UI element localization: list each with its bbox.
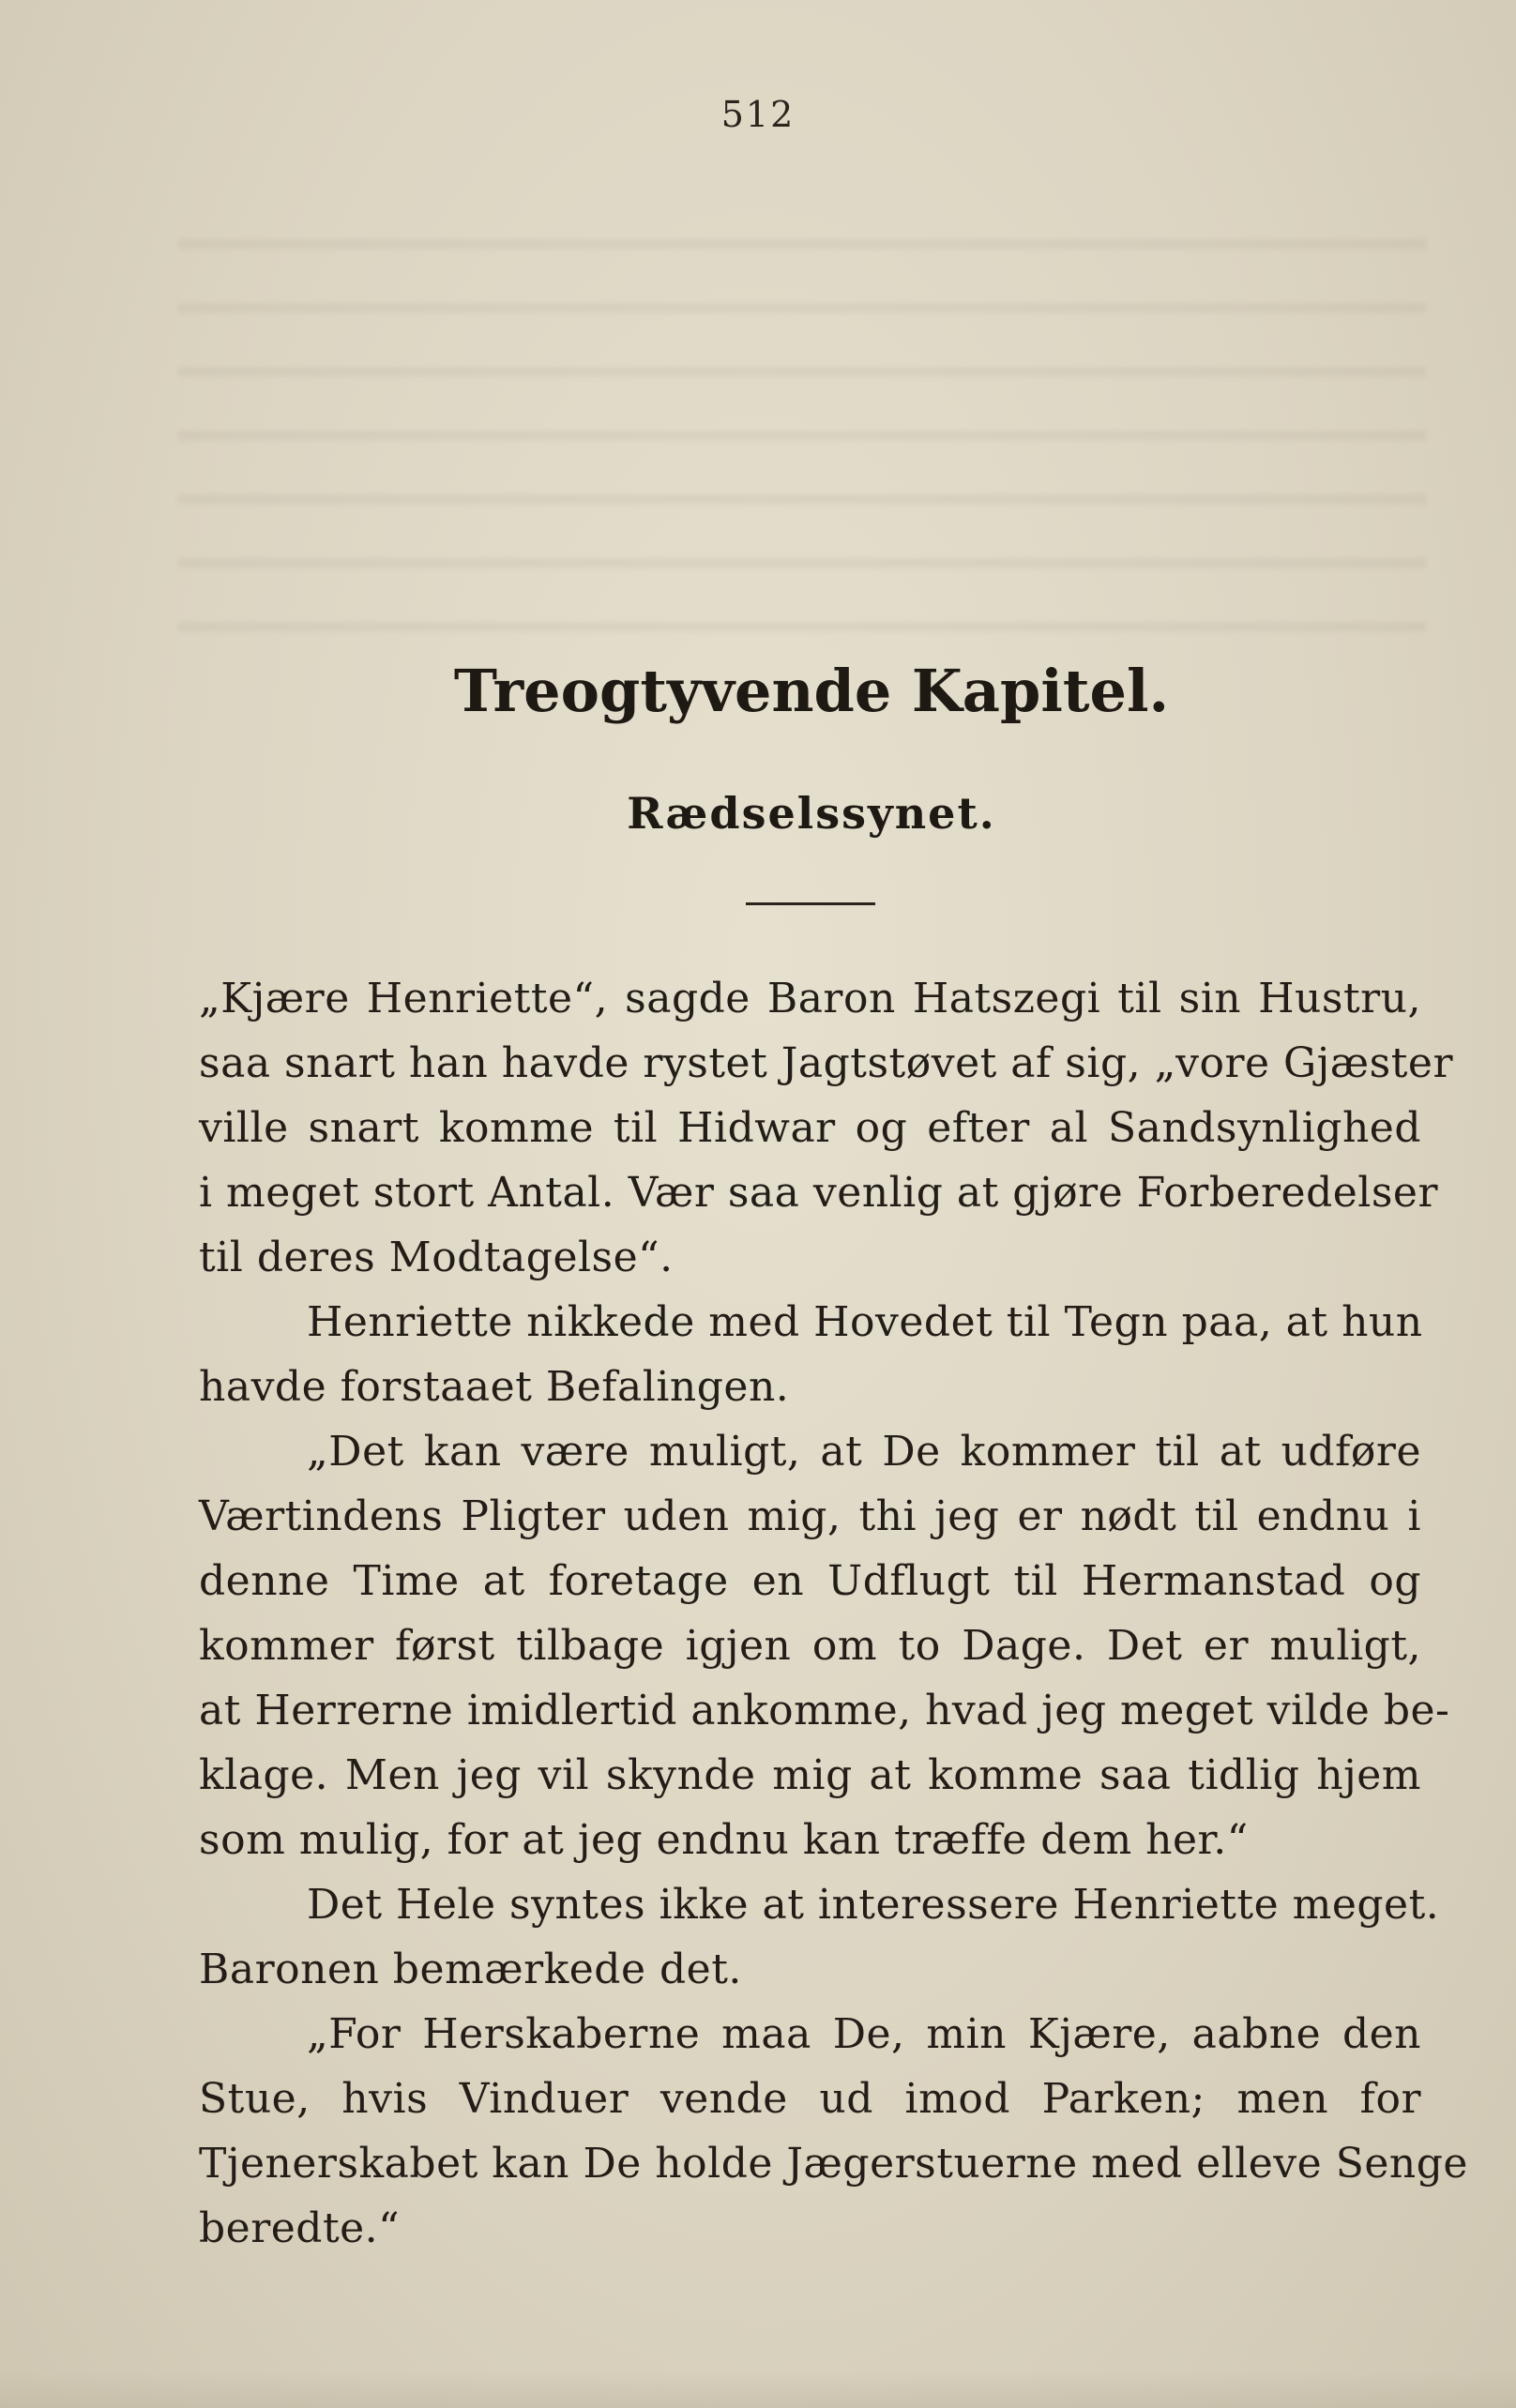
text-line: at Herrerne imidlertid ankomme, hvad jeg meget vilde be- [199,1687,1450,1734]
page-number: 512 [720,94,796,135]
text-line: som mulig, for at jeg endnu kan træffe dem her.“ [199,1816,1249,1864]
text-line: klage. Men jeg vil skynde mig at komme saa tidlig hjem [199,1751,1421,1799]
text-line: til deres Modtagelse“. [199,1234,674,1281]
text-line: kommer først tilbage igjen om to Dage. Det er muligt, [199,1622,1421,1670]
text-line: Stue, hvis Vinduer vende ud imod Parken; men for [199,2075,1421,2123]
body-text [199,966,1468,2261]
text-line: havde forstaaet Befalingen. [199,1363,790,1411]
text-line: beredte.“ [199,2204,401,2252]
chapter-subtitle: Rædselssynet. [627,788,996,839]
chapter-title: Treogtyvende Kapitel. [453,657,1170,725]
page-edge-shadow [0,2370,1516,2408]
show-through-text [178,211,1426,652]
text-line: ville snart komme til Hidwar og efter al Sandsynlighed [199,1104,1421,1152]
title-divider [746,902,875,905]
text-line: „For Herskaberne maa De, min Kjære, aabne den [307,2010,1421,2058]
text-line: Baronen bemærkede det. [199,1946,742,1993]
text-line: Det Hele syntes ikke at interessere Henriette meget. [307,1881,1440,1929]
text-line: „Kjære Henriette“, sagde Baron Hatszegi til sin Hustru, [199,975,1421,1022]
text-line: denne Time at foretage en Udflugt til Hermanstad og [199,1557,1421,1605]
text-line: Henriette nikkede med Hovedet til Tegn paa, at hun [307,1298,1423,1346]
text-line: „Det kan være muligt, at De kommer til at udføre [307,1428,1421,1476]
text-line: i meget stort Antal. Vær saa venlig at gjøre Forberedelser [199,1169,1439,1217]
text-line: saa snart han havde rystet Jagtstøvet af sig, „vore Gjæster [199,1039,1453,1087]
text-line: Tjenerskabet kan De holde Jægerstuerne med elleve Senge [199,2140,1468,2188]
text-line: Værtindens Pligter uden mig, thi jeg er nødt til endnu i [199,1492,1421,1540]
